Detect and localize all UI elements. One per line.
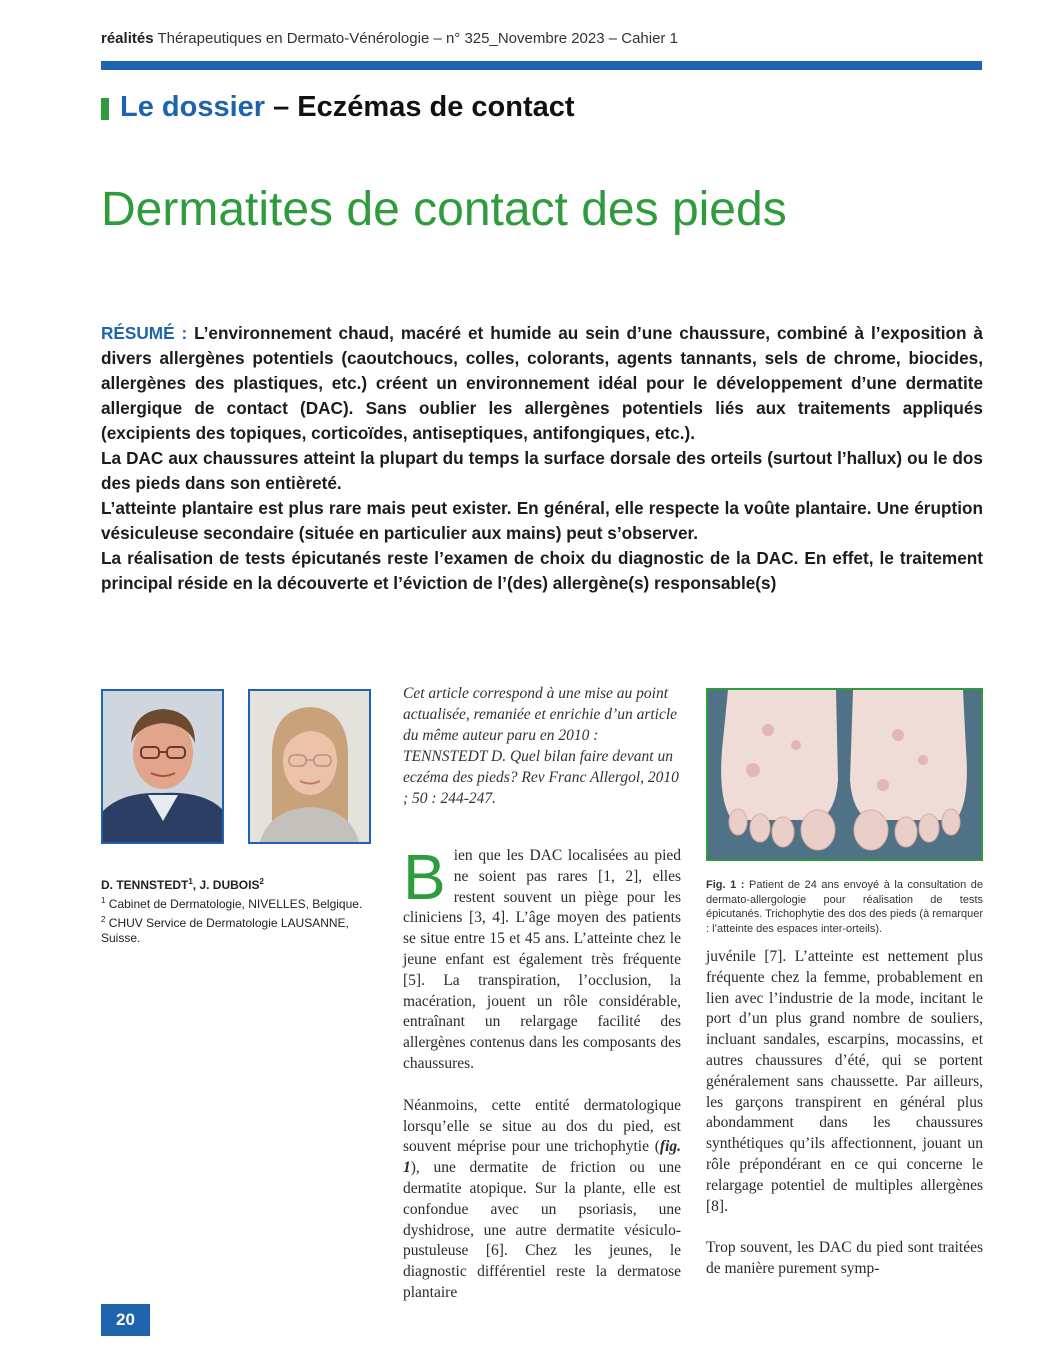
abstract-paragraph: La DAC aux chaussures atteint la plupart du temps la surface dorsale des orteils (surtout l’hallux) ou le dos des pieds dans son entièreté. (101, 448, 983, 493)
author-portrait-1 (103, 691, 222, 842)
figure-1-image (706, 688, 983, 861)
affiliation-2: $^2$ CHUV Service de Dermatologie LAUSANNE, Suisse. (101, 915, 349, 945)
figure-reference: fig. 1 (403, 1138, 681, 1177)
author-portrait-2 (250, 691, 369, 842)
author-block (101, 874, 376, 946)
author-photo-tennstedt (101, 689, 224, 844)
body-paragraph: Trop souvent, les DAC du pied sont traitées de manière purement symp- (706, 1239, 983, 1278)
feet-photo (708, 690, 981, 859)
header-rule (101, 61, 982, 70)
body-column-middle (403, 841, 681, 1304)
body-paragraph: Néanmoins, cette entité dermatologique lorsqu’elle se situe au dos du pied, est souvent méprise pour une trichophytie (fig. 1), une dermatite de friction ou une dermatite atopique. Sur la plante, elle est confondue avec un psoriasis, une dyshidrose, une autre dermatite vésiculo-pustuleuse [6]. Chez les jeunes, le diagnostic différentiel reste la dermatose plantaire (403, 1096, 681, 1301)
body-paragraph: Bien que les DAC localisées au pied ne soient pas rares [1, 2], elles restent souvent un piège pour les cliniciens [3, 4]. L’âge moyen des patients se situe entre 15 et 45 ans. L’atteinte chez le jeune enfant est également très fréquente [5]. La transpiration, l’occlusion, la macération, jouent un rôle considérable, entraînant un relargage facilité des allergènes contenus dans les composants des chaussures. (403, 841, 681, 1072)
article-note: Cet article correspond à une mise au point actualisée, remaniée et enrichie d’un article du même auteur paru en 2010 : TENNSTEDT D. Quel bilan faire devant un eczéma des pieds? Rev Franc Allergol, 2010 ; 50 : 244-247. (403, 685, 679, 807)
abstract-label: RÉSUMÉ : (101, 323, 188, 343)
page-number: 20 (101, 1304, 150, 1336)
author-names: D. TENNSTEDT$^1$, J. DUBOIS$^2$ (101, 877, 264, 892)
journal-brand: réalités (101, 30, 154, 47)
drop-cap: B (403, 841, 446, 913)
body-paragraph: juvénile [7]. L’atteinte est nettement plus fréquente chez la femme, probablement en lien avec l’industrie de la mode, incitant le port d’un plus grand nombre de souliers, incluant sandales, escarpins, mocassins, et autres chaussures d’été, qui se portent généralement sans chaussette. Par ailleurs, les garçons transpirent en général plus abondamment dans les chaussures synthétiques qu’ils affectionnent, jouant un rôle prépondérant en ce qui concerne le relargage potentiel de multiples allergènes [8]. (706, 948, 983, 1215)
article-title: Dermatites de contact des pieds (101, 183, 787, 236)
journal-header (101, 30, 981, 47)
journal-info: Thérapeutiques en Dermato-Vénérologie – n° 325_Novembre 2023 – Cahier 1 (157, 30, 678, 47)
affiliation-1: $^1$ Cabinet de Dermatologie, NIVELLES, Belgique. (101, 896, 363, 911)
abstract-paragraph: La réalisation de tests épicutanés reste l’examen de choix du diagnostic de la DAC. En effet, le traitement principal réside en la découverte et l’éviction de l’(des) allergène(s) responsable(s) (101, 548, 983, 593)
figure-label: Fig. 1 : (706, 879, 745, 891)
figure-1-caption: Fig. 1 : Patient de 24 ans envoyé à la consultation de dermato-allergologie pour réalisation de tests épicutanés. Trichophytie des dos des pieds (à remarquer : l’atteinte des espaces inter-orteils). (706, 879, 983, 935)
section-topic: – Eczémas de contact (273, 91, 575, 123)
abstract (101, 321, 983, 596)
section-heading (120, 91, 575, 124)
section-marker (101, 98, 109, 120)
body-column-right (706, 947, 983, 1280)
section-name: Le dossier (120, 91, 266, 123)
abstract-paragraph: RÉSUMÉ : L’environnement chaud, macéré et humide au sein d’une chaussure, combiné à l’exposition à divers allergènes potentiels (caoutchoucs, colles, colorants, agents tannants, sels de chrome, biocides, allergènes des plastiques, etc.) créent un environnement idéal pour le développement d’une dermatite allergique de contact (DAC). Sans oublier les allergènes potentiels liés aux traitements appliqués (excipients des topiques, corticoïdes, antiseptiques, antifongiques, etc.). (101, 323, 983, 443)
author-photo-dubois (248, 689, 371, 844)
abstract-paragraph: L’atteinte plantaire est plus rare mais peut exister. En général, elle respecte la voûte plantaire. Une éruption vésiculeuse secondaire (située en particulier aux mains) peut s’observer. (101, 498, 983, 543)
